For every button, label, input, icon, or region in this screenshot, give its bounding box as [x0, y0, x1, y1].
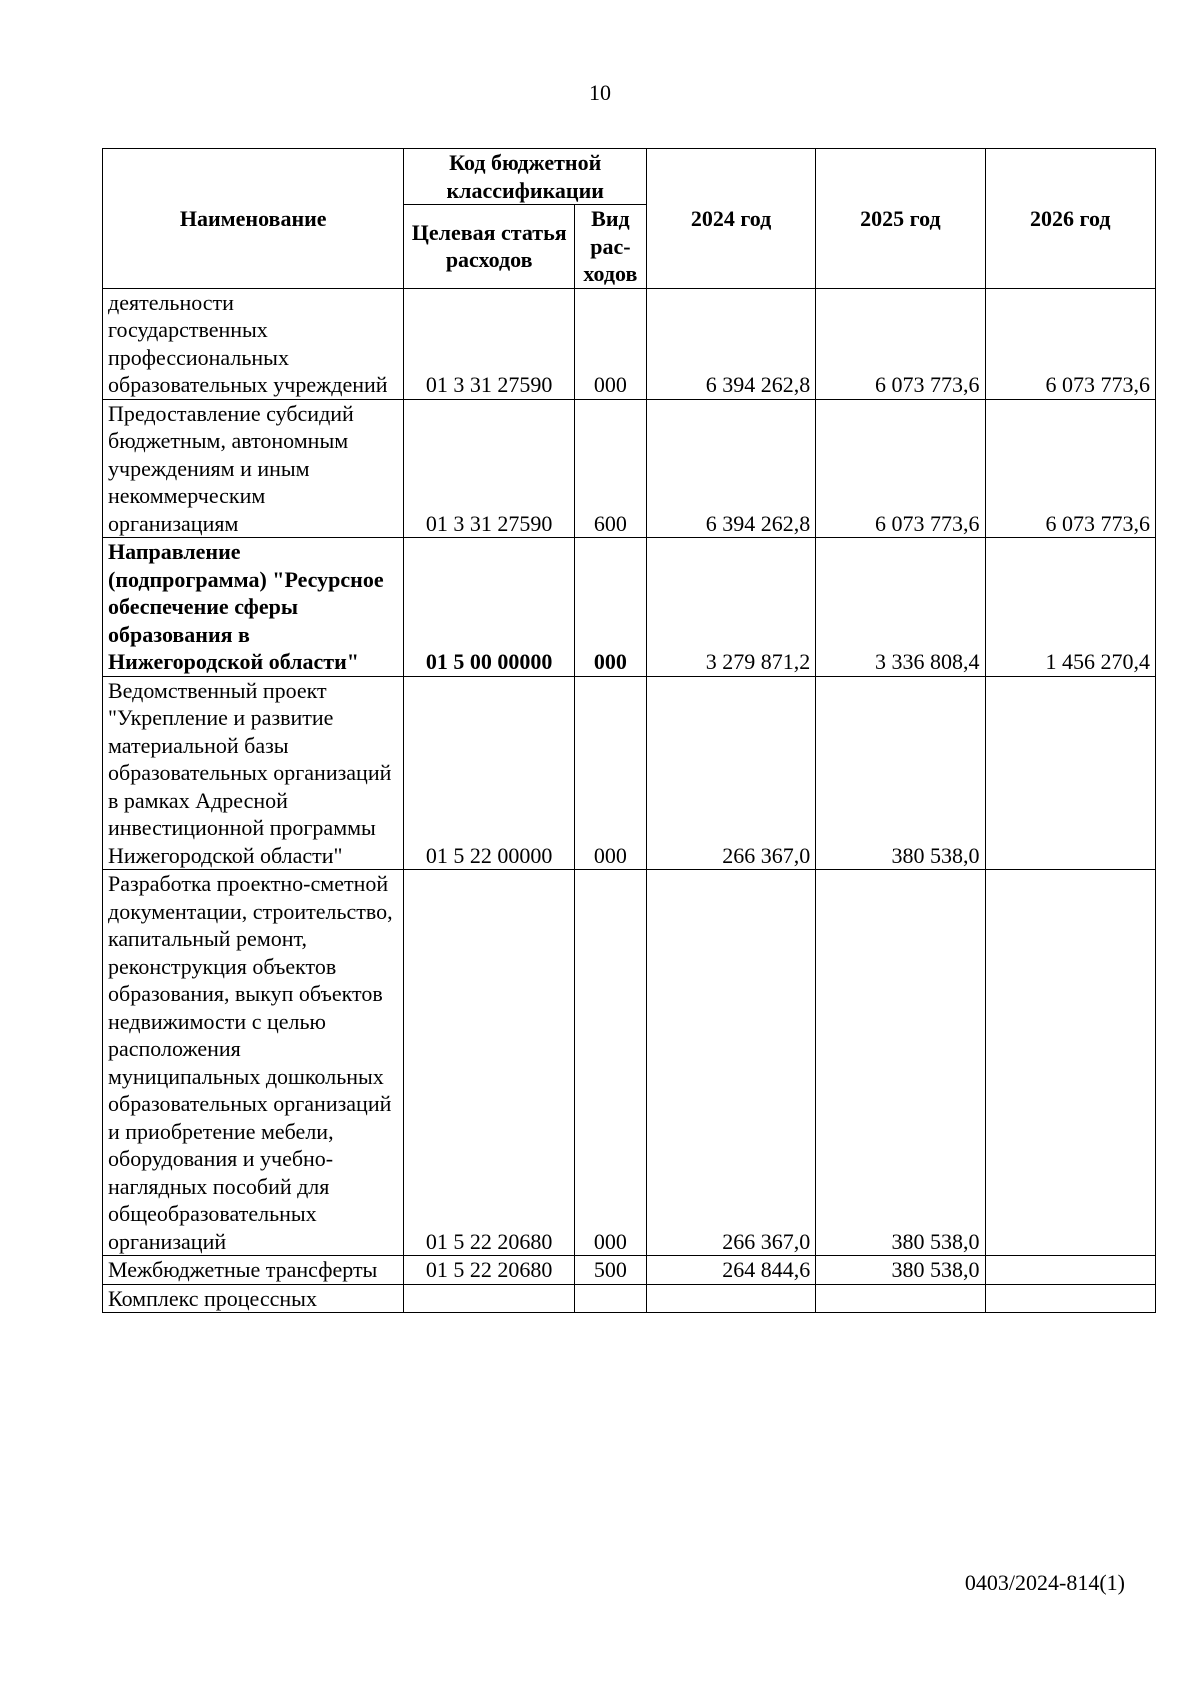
header-row: [103, 149, 1156, 205]
row-value-2025: 3 336 808,4: [816, 538, 985, 677]
row-value-2024: 266 367,0: [646, 676, 815, 870]
row-name: Предоставление субсидий бюджетным, автономным учреждениям и иным некоммерческим организациям: [103, 399, 404, 538]
row-value-2026: [985, 676, 1155, 870]
row-value-2025: [816, 1284, 985, 1313]
row-target-article: 01 3 31 27590: [404, 399, 574, 538]
table-row: [103, 1284, 1156, 1313]
row-value-2026: 6 073 773,6: [985, 288, 1155, 399]
header-year-2026: 2026 год: [985, 149, 1155, 289]
header-target-article: Целевая статья расходов: [404, 205, 574, 289]
header-code-group: Код бюджетной классификации: [404, 149, 646, 205]
page-number: 10: [589, 80, 611, 105]
row-expense-type: [574, 1284, 646, 1313]
table-row-subprogram: [103, 538, 1156, 677]
row-value-2026: [985, 1284, 1155, 1313]
row-value-2024: 264 844,6: [646, 1256, 815, 1285]
row-value-2026: [985, 1256, 1155, 1285]
row-value-2026: 1 456 270,4: [985, 538, 1155, 677]
row-expense-type: 500: [574, 1256, 646, 1285]
row-value-2025: 380 538,0: [816, 1256, 985, 1285]
header-year-2024: 2024 год: [646, 149, 815, 289]
row-value-2025: 380 538,0: [816, 676, 985, 870]
row-expense-type: 000: [574, 288, 646, 399]
row-name: Направление (подпрограмма) "Ресурсное обеспечение сферы образования в Нижегородской области": [103, 538, 404, 677]
row-value-2025: 380 538,0: [816, 870, 985, 1256]
row-value-2026: 6 073 773,6: [985, 399, 1155, 538]
header-expense-type: Вид рас-ходов: [574, 205, 646, 289]
header-name: Наименование: [103, 149, 404, 289]
row-expense-type: 000: [574, 676, 646, 870]
row-value-2025: 6 073 773,6: [816, 288, 985, 399]
table-row: [103, 288, 1156, 399]
header-year-2025: 2025 год: [816, 149, 985, 289]
table-row: [103, 676, 1156, 870]
row-name: Разработка проектно-сметной документации, строительство, капитальный ремонт, реконструкция объектов образования, выкуп объектов недвижимости с целью расположения муниципальных дошкольных образовательных организаций и приобретение мебели, оборудования и учебно-наглядных пособий для общеобразовательных организаций: [103, 870, 404, 1256]
row-name: Межбюджетные трансферты: [103, 1256, 404, 1285]
row-name: деятельности государственных профессиональных образовательных учреждений: [103, 288, 404, 399]
row-target-article: 01 3 31 27590: [404, 288, 574, 399]
row-value-2024: 6 394 262,8: [646, 399, 815, 538]
budget-table: [102, 148, 1156, 1313]
row-value-2024: 3 279 871,2: [646, 538, 815, 677]
document-registration-code: 0403/2024-814(1): [964, 1570, 1125, 1595]
row-expense-type: 000: [574, 870, 646, 1256]
row-expense-type: 600: [574, 399, 646, 538]
row-target-article: [404, 1284, 574, 1313]
row-target-article: 01 5 22 20680: [404, 870, 574, 1256]
row-value-2024: 6 394 262,8: [646, 288, 815, 399]
row-value-2026: [985, 870, 1155, 1256]
row-value-2025: 6 073 773,6: [816, 399, 985, 538]
row-target-article: 01 5 22 00000: [404, 676, 574, 870]
row-value-2024: [646, 1284, 815, 1313]
table-row: [103, 1256, 1156, 1285]
row-expense-type: 000: [574, 538, 646, 677]
row-target-article: 01 5 22 20680: [404, 1256, 574, 1285]
row-name: Ведомственный проект "Укрепление и развитие материальной базы образовательных организаций в рамках Адресной инвестиционной программы Нижегородской области": [103, 676, 404, 870]
row-target-article: 01 5 00 00000: [404, 538, 574, 677]
table-row: [103, 399, 1156, 538]
table-row: [103, 870, 1156, 1256]
row-value-2024: 266 367,0: [646, 870, 815, 1256]
row-name: Комплекс процессных: [103, 1284, 404, 1313]
